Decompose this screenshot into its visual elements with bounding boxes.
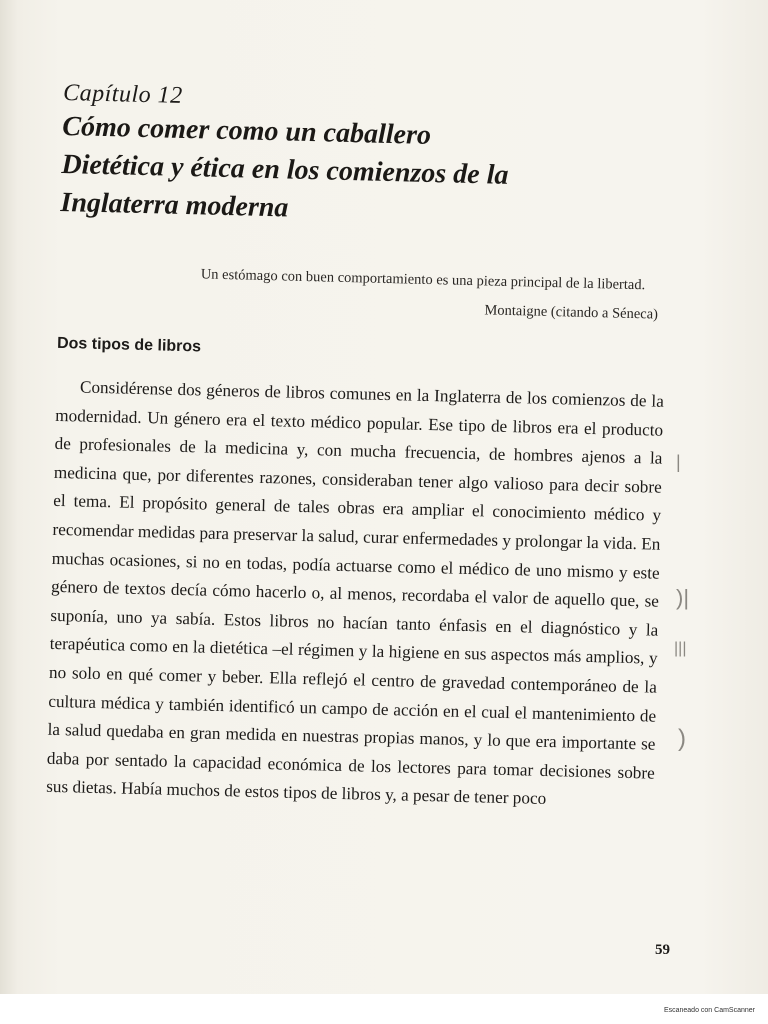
- scan-bottom-margin: [0, 994, 768, 1024]
- page-content: [46, 60, 672, 817]
- margin-pencil-bracket: )|: [676, 585, 690, 610]
- margin-pencil-paren: ): [678, 725, 686, 752]
- epigraph-attribution: Montaigne (citando a Séneca): [484, 302, 659, 323]
- chapter-title-line-3: Inglaterra moderna: [60, 186, 289, 224]
- scanner-watermark: Escaneado con CamScanner: [661, 1005, 758, 1016]
- page-number: 59: [655, 942, 670, 958]
- margin-pencil-mark: |: [676, 452, 681, 472]
- chapter-title-line-1: Cómo comer como un caballero: [61, 110, 432, 151]
- margin-pencil-ticks: |||: [674, 640, 687, 657]
- chapter-title: [60, 108, 671, 237]
- section-heading: Dos tipos de libros: [56, 334, 202, 356]
- chapter-title-line-2: Dietética y ética en los comienzos de la: [61, 148, 509, 191]
- epigraph-quote: Un estómago con buen comportamiento es una pieza principal de la libertad.: [200, 266, 646, 294]
- body-paragraph: Considérense dos géneros de libros comunes en la Inglaterra de los comienzos de la modernidad. Un género era el texto médico popular. Ese tipo de libros era el producto de profesionales de la medicina y, con mucha frecuencia, de hombres ajenos a la medicina que, por diferentes razones, consideraban tener algo valioso para decir sobre el tema. El propósito general de tales obras era ampliar el conocimiento médico y recomendar medidas para preservar la salud, curar enfermedades y prolongar la vida. En muchas ocasiones, si no en todas, podía actuarse como el médico de uno mismo y este género de textos decía cómo hacerlo o, al menos, recordaba el valor de aquello que, se suponía, uno ya sabía. Estos libros no hacían tanto énfasis en el diagnóstico y la terapéutica como en la dietética –el régimen y la higiene en sus aspectos más amplios, y no solo en qué comer y beber. Ella reflejó el centro de gravedad contemporáneo de la cultura médica y también identificó un campo de acción en el cual el mantenimiento de la salud quedaba en gran medida en nuestras propias manos, y lo que era importante se daba por sentado la capacidad económica de los lectores para tomar decisiones sobre sus dietas. Había muchos de estos tipos de libros y, a pesar de tener poco: [46, 377, 665, 809]
- chapter-label: Capítulo 12: [62, 79, 183, 109]
